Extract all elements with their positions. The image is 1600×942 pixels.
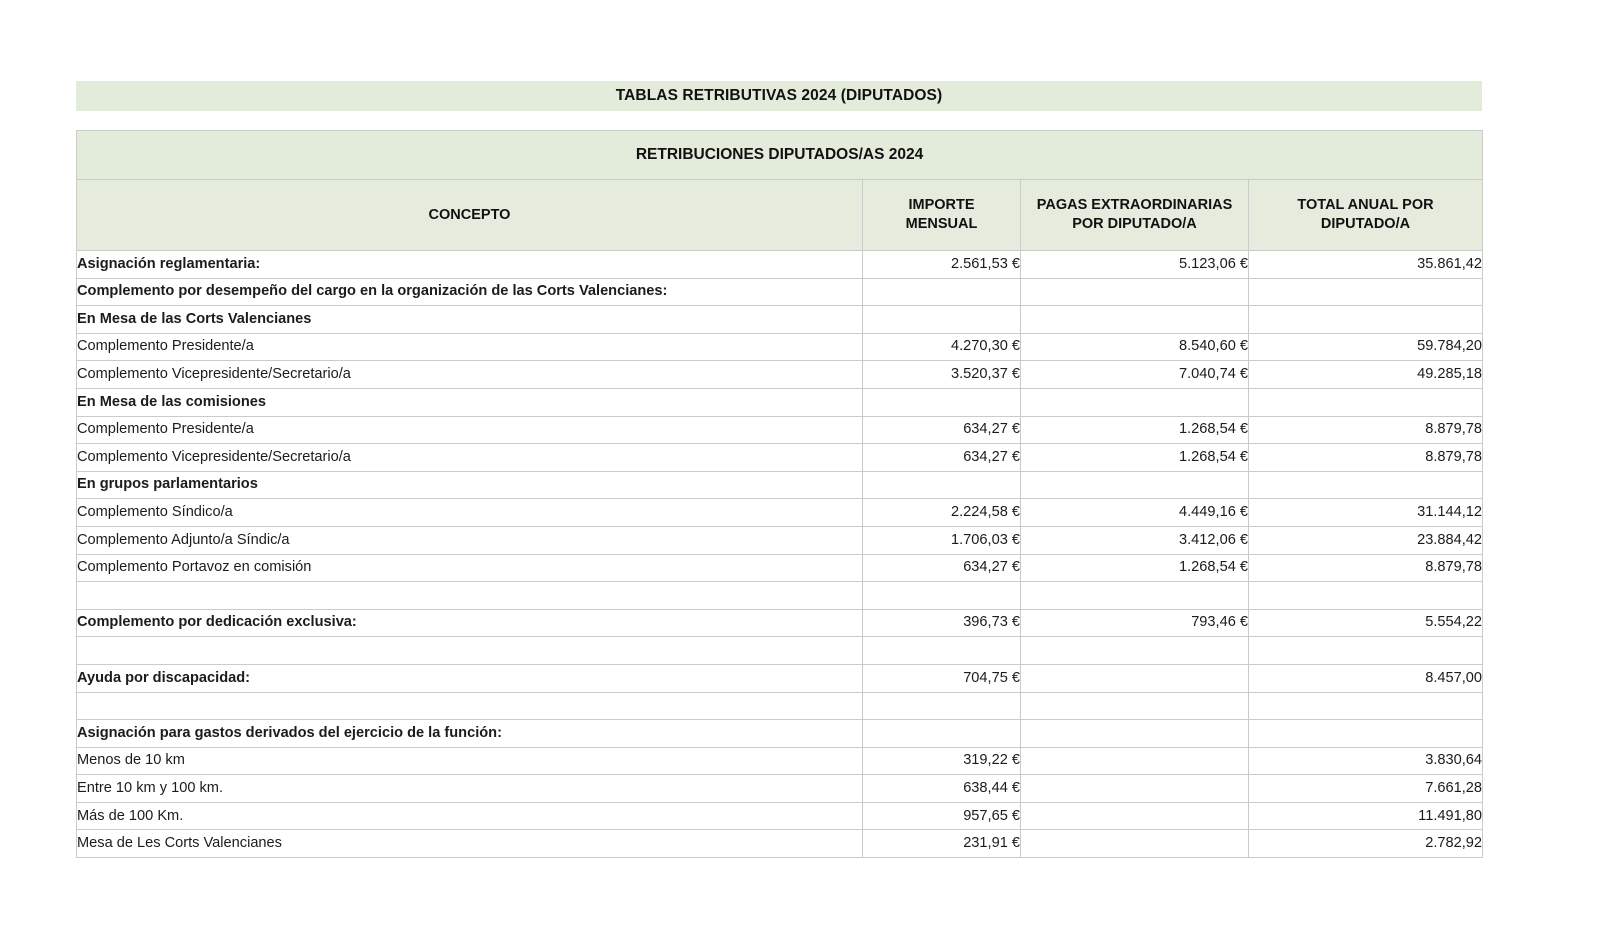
cell-concepto: Entre 10 km y 100 km.	[77, 775, 863, 803]
cell-importe-mensual: 3.520,37 €	[863, 361, 1021, 389]
table-spacer-row	[77, 637, 1483, 665]
table-banner-label: RETRIBUCIONES DIPUTADOS/AS 2024	[635, 146, 924, 163]
cell-pagas-extraordinarias: 4.449,16 €	[1021, 499, 1249, 527]
table-row	[77, 554, 1483, 582]
cell-concepto	[77, 637, 863, 665]
cell-importe-mensual	[863, 471, 1021, 499]
cell-importe-mensual: 4.270,30 €	[863, 333, 1021, 361]
cell-importe-mensual: 638,44 €	[863, 775, 1021, 803]
cell-importe-mensual: 704,75 €	[863, 664, 1021, 692]
cell-importe-mensual	[863, 306, 1021, 334]
cell-importe-mensual: 2.561,53 €	[863, 251, 1021, 279]
column-header-pagas-extraordinarias	[1021, 180, 1249, 251]
cell-importe-mensual	[863, 582, 1021, 610]
cell-importe-mensual: 634,27 €	[863, 554, 1021, 582]
cell-total-anual: 49.285,18	[1249, 361, 1483, 389]
table-row	[77, 471, 1483, 499]
cell-pagas-extraordinarias	[1021, 582, 1249, 610]
cell-pagas-extraordinarias	[1021, 775, 1249, 803]
table-spacer-row	[77, 582, 1483, 610]
cell-pagas-extraordinarias	[1021, 388, 1249, 416]
cell-total-anual: 23.884,42	[1249, 526, 1483, 554]
cell-pagas-extraordinarias	[1021, 637, 1249, 665]
table-banner-row	[77, 131, 1483, 180]
table-row	[77, 830, 1483, 858]
cell-total-anual	[1249, 692, 1483, 720]
cell-total-anual: 8.879,78	[1249, 444, 1483, 472]
table-row	[77, 747, 1483, 775]
cell-total-anual: 59.784,20	[1249, 333, 1483, 361]
cell-pagas-extraordinarias	[1021, 664, 1249, 692]
cell-concepto: Complemento por desempeño del cargo en la organización de las Corts Valencianes:	[77, 278, 863, 306]
table-header-row	[77, 180, 1483, 251]
cell-concepto: Mesa de Les Corts Valencianes	[77, 830, 863, 858]
cell-importe-mensual: 319,22 €	[863, 747, 1021, 775]
cell-importe-mensual	[863, 278, 1021, 306]
cell-concepto: Complemento Vicepresidente/Secretario/a	[77, 361, 863, 389]
retributions-table-container	[76, 130, 1482, 858]
cell-concepto: Complemento Presidente/a	[77, 416, 863, 444]
table-row	[77, 444, 1483, 472]
cell-total-anual	[1249, 471, 1483, 499]
cell-total-anual: 31.144,12	[1249, 499, 1483, 527]
cell-concepto: Complemento Portavoz en comisión	[77, 554, 863, 582]
table-row	[77, 416, 1483, 444]
column-header-importe-line2: MENSUAL	[905, 216, 978, 232]
cell-total-anual	[1249, 637, 1483, 665]
cell-concepto: Asignación reglamentaria:	[77, 251, 863, 279]
cell-pagas-extraordinarias: 1.268,54 €	[1021, 554, 1249, 582]
cell-total-anual	[1249, 278, 1483, 306]
cell-pagas-extraordinarias	[1021, 278, 1249, 306]
cell-concepto: Complemento Vicepresidente/Secretario/a	[77, 444, 863, 472]
cell-importe-mensual: 634,27 €	[863, 444, 1021, 472]
cell-total-anual: 8.879,78	[1249, 416, 1483, 444]
cell-pagas-extraordinarias	[1021, 747, 1249, 775]
table-row	[77, 306, 1483, 334]
cell-importe-mensual: 957,65 €	[863, 802, 1021, 830]
cell-total-anual: 2.782,92	[1249, 830, 1483, 858]
cell-concepto: Complemento por dedicación exclusiva:	[77, 609, 863, 637]
table-row	[77, 388, 1483, 416]
cell-total-anual: 8.879,78	[1249, 554, 1483, 582]
cell-total-anual: 11.491,80	[1249, 802, 1483, 830]
cell-total-anual: 35.861,42	[1249, 251, 1483, 279]
cell-importe-mensual: 396,73 €	[863, 609, 1021, 637]
cell-importe-mensual: 2.224,58 €	[863, 499, 1021, 527]
table-row	[77, 251, 1483, 279]
cell-concepto: Menos de 10 km	[77, 747, 863, 775]
cell-total-anual: 7.661,28	[1249, 775, 1483, 803]
cell-pagas-extraordinarias: 1.268,54 €	[1021, 416, 1249, 444]
cell-pagas-extraordinarias: 8.540,60 €	[1021, 333, 1249, 361]
column-header-total-line1: TOTAL ANUAL POR	[1297, 197, 1434, 214]
cell-pagas-extraordinarias	[1021, 306, 1249, 334]
cell-concepto: Complemento Adjunto/a Síndic/a	[77, 526, 863, 554]
cell-pagas-extraordinarias: 7.040,74 €	[1021, 361, 1249, 389]
table-row	[77, 802, 1483, 830]
cell-pagas-extraordinarias	[1021, 830, 1249, 858]
cell-pagas-extraordinarias: 793,46 €	[1021, 609, 1249, 637]
cell-importe-mensual: 231,91 €	[863, 830, 1021, 858]
cell-pagas-extraordinarias: 5.123,06 €	[1021, 251, 1249, 279]
column-header-concepto	[77, 180, 863, 251]
table-spacer-row	[77, 692, 1483, 720]
retributions-table	[76, 130, 1483, 858]
cell-concepto	[77, 692, 863, 720]
cell-total-anual	[1249, 582, 1483, 610]
cell-pagas-extraordinarias	[1021, 720, 1249, 748]
cell-importe-mensual	[863, 720, 1021, 748]
cell-importe-mensual: 1.706,03 €	[863, 526, 1021, 554]
cell-concepto: Más de 100 Km.	[77, 802, 863, 830]
column-header-concepto-label: CONCEPTO	[428, 206, 511, 223]
cell-total-anual	[1249, 306, 1483, 334]
table-body	[77, 251, 1483, 858]
table-row	[77, 720, 1483, 748]
column-header-importe-line1: IMPORTE	[908, 197, 975, 214]
cell-pagas-extraordinarias: 3.412,06 €	[1021, 526, 1249, 554]
cell-concepto: En grupos parlamentarios	[77, 471, 863, 499]
cell-total-anual	[1249, 720, 1483, 748]
cell-importe-mensual: 634,27 €	[863, 416, 1021, 444]
column-header-pagas-line2: POR DIPUTADO/A	[1072, 216, 1197, 232]
column-header-importe-mensual	[863, 180, 1021, 251]
cell-total-anual	[1249, 388, 1483, 416]
cell-importe-mensual	[863, 637, 1021, 665]
table-row	[77, 278, 1483, 306]
table-head	[77, 131, 1483, 251]
table-row	[77, 499, 1483, 527]
document-title-banner	[76, 81, 1482, 111]
table-row	[77, 775, 1483, 803]
cell-concepto: Ayuda por discapacidad:	[77, 664, 863, 692]
cell-pagas-extraordinarias	[1021, 471, 1249, 499]
cell-pagas-extraordinarias: 1.268,54 €	[1021, 444, 1249, 472]
cell-concepto	[77, 582, 863, 610]
page-title: TABLAS RETRIBUTIVAS 2024 (DIPUTADOS)	[615, 87, 943, 104]
cell-concepto: En Mesa de las Corts Valencianes	[77, 306, 863, 334]
cell-total-anual: 8.457,00	[1249, 664, 1483, 692]
cell-concepto: En Mesa de las comisiones	[77, 388, 863, 416]
cell-concepto: Complemento Presidente/a	[77, 333, 863, 361]
cell-total-anual: 3.830,64	[1249, 747, 1483, 775]
cell-importe-mensual	[863, 388, 1021, 416]
table-row	[77, 361, 1483, 389]
table-banner-cell	[77, 131, 1483, 180]
cell-importe-mensual	[863, 692, 1021, 720]
table-row	[77, 526, 1483, 554]
cell-concepto: Complemento Síndico/a	[77, 499, 863, 527]
column-header-pagas-line1: PAGAS EXTRAORDINARIAS	[1036, 197, 1233, 214]
column-header-total-anual	[1249, 180, 1483, 251]
cell-pagas-extraordinarias	[1021, 802, 1249, 830]
cell-pagas-extraordinarias	[1021, 692, 1249, 720]
table-row	[77, 333, 1483, 361]
table-row	[77, 609, 1483, 637]
column-header-total-line2: DIPUTADO/A	[1320, 216, 1411, 232]
table-row	[77, 664, 1483, 692]
cell-concepto: Asignación para gastos derivados del ejercicio de la función:	[77, 720, 863, 748]
cell-total-anual: 5.554,22	[1249, 609, 1483, 637]
